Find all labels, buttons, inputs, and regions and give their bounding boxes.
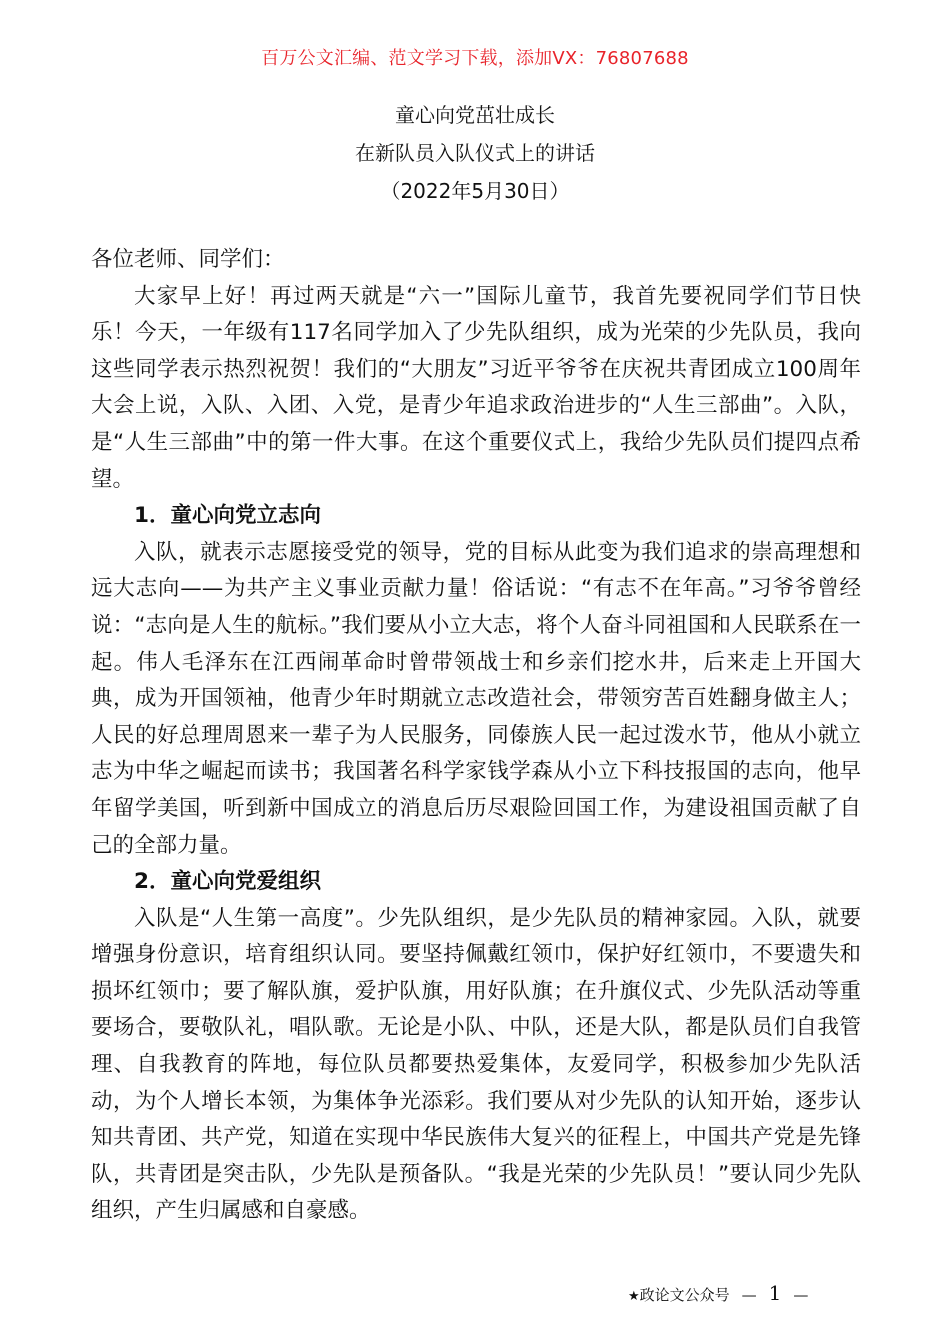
document-title: 童心向党茁壮成长 — [395, 103, 555, 127]
document-body — [91, 242, 861, 1230]
page-number: 1 — [768, 1281, 782, 1305]
section-heading-2: 2．童心向党爱组织 — [134, 869, 321, 895]
section-heading-1: 1．童心向党立志向 — [134, 503, 321, 529]
star-icon: ★ — [628, 1289, 640, 1304]
section-paragraph-2: 入队是“人生第一高度”。少先队组织，是少先队员的精神家园。入队，就要增强身份意识，培育组织认同。要坚持佩戴红领巾，保护好红领巾，不要遗失和损坏红领巾；要了解队旗，爱护队旗，用好队旗；在升旗仪式、少先队活动等重要场合，要敬队礼，唱队歌。无论是小队、中队，还是大队，都是队员们自我管理、自我教育的阵地，每位队员都要热爱集体，友爱同学，积极参加少先队活动，为个人增长本领，为集体争光添彩。我们要从对少先队的认知开始，逐步认知共青团、共产党，知道在实现中华民族伟大复兴的征程上，中国共产党是先锋队，共青团是突击队，少先队是预备队。“我是光荣的少先队员！”要认同少先队组织，产生归属感和自豪感。 — [91, 905, 861, 1224]
promo-banner: 百万公文汇编、范文学习下载，添加VX：76807688 — [261, 48, 689, 69]
footer-source: 政论文公众号 — [639, 1286, 730, 1304]
title-block — [0, 96, 950, 210]
document-subtitle: 在新队员入队仪式上的讲话 — [355, 141, 595, 165]
dash-left: — — [741, 1286, 757, 1304]
document-date: （2022年5月30日） — [380, 179, 570, 203]
section-paragraph-1: 入队，就表示志愿接受党的领导，党的目标从此变为我们追求的崇高理想和远大志向——为共产主义事业贡献力量！俗话说：“有志不在年高。”习爷爷曾经说：“志向是人生的航标。”我们要从小立大志，将个人奋斗同祖国和人民联系在一起。伟人毛泽东在江西闹革命时曾带领战士和乡亲们挖水井，后来走上开国大典，成为开国领袖，他青少年时期就立志改造社会，带领穷苦百姓翻身做主人；人民的好总理周恩来一辈子为人民服务，同傣族人民一起过泼水节，他从小就立志为中华之崛起而读书；我国著名科学家钱学森从小立下科技报国的志向，他早年留学美国，听到新中国成立的消息后历尽艰险回国工作，为建设祖国贡献了自己的全部力量。 — [91, 539, 861, 858]
intro-paragraph: 大家早上好！再过两天就是“六一”国际儿童节，我首先要祝同学们节日快乐！今天，一年级有117名同学加入了少先队组织，成为光荣的少先队员，我向这些同学表示热烈祝贺！我们的“大朋友”习近平爷爷在庆祝共青团成立100周年大会上说，入队、入团、入党，是青少年追求政治进步的“人生三部曲”。入队，是“人生三部曲”中的第一件大事。在这个重要仪式上，我给少先队员们提四点希望。 — [91, 283, 861, 492]
dash-right: — — [793, 1286, 809, 1304]
greeting: 各位老师、同学们： — [91, 247, 285, 272]
page-footer — [628, 1281, 808, 1309]
